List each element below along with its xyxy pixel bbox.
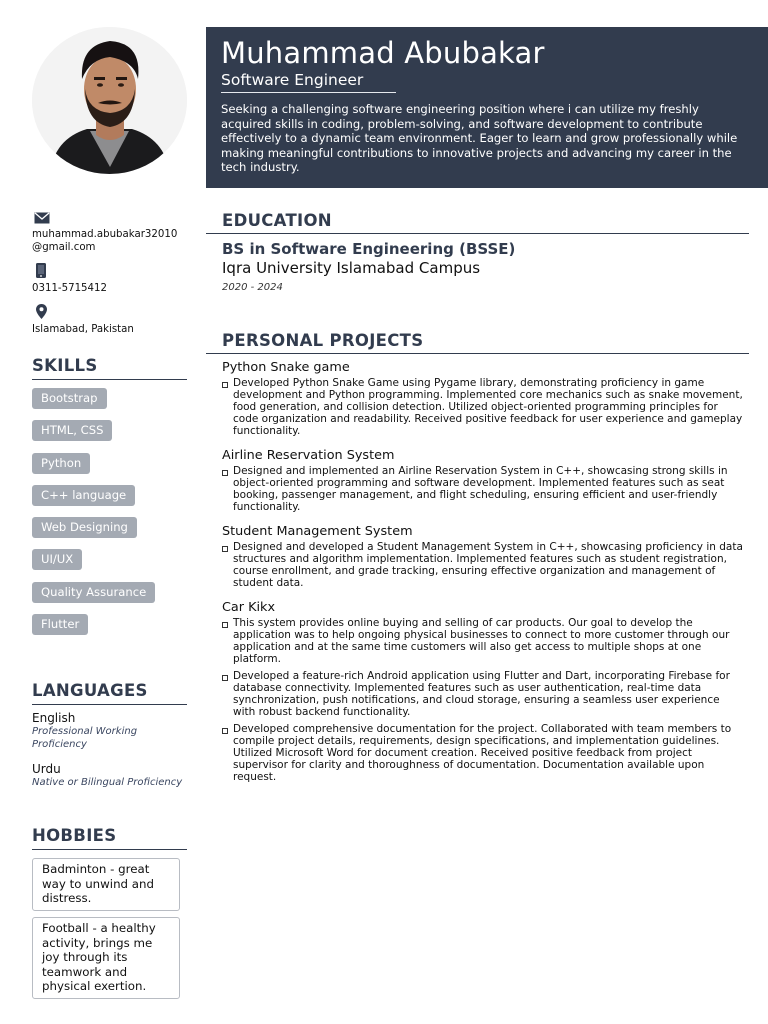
title-divider — [221, 92, 396, 93]
envelope-icon — [34, 209, 50, 228]
project-bullet: This system provides online buying and selling of car products. Our goal to develop the application was to help ongoing physical businesses to connect to more customer through our application and at the same time customers will also get access to multiple shops at one platform. — [222, 618, 743, 666]
education-school: Iqra University Islamabad Campus — [222, 259, 481, 277]
email-text — [32, 228, 177, 254]
project-title: Airline Reservation System — [222, 448, 395, 463]
summary-text: Seeking a challenging software engineering position where i can utilize my freshly acquired skills in coding, problem-solving, and software development to contribute effectively to a dynamic team environment. Eager to learn and grow professionally while making meaningful contributions to innovative projects and advancing my career in the tech industry. — [221, 102, 738, 174]
project-title: Python Snake game — [222, 360, 350, 375]
project-bullet: Designed and implemented an Airline Reservation System in C++, showcasing strong skills in object-oriented programming and software development. Implemented features such as seat booking, passenger management, and flight scheduling, ensuring efficient and user-friendly functionality. — [222, 466, 743, 514]
languages-heading: LANGUAGES — [32, 682, 187, 705]
candidate-name: Muhammad Abubakar — [221, 36, 545, 70]
skill-tag: Flutter — [32, 614, 88, 635]
phone-text: 0311-5715412 — [32, 283, 107, 294]
language-level: Native or Bilingual Proficiency — [32, 777, 183, 788]
skill-tag: C++ language — [32, 485, 135, 506]
language-level — [32, 726, 192, 751]
hobby-card: Badminton - great way to unwind and distress. — [32, 858, 180, 911]
project-bullet: Developed a feature-rich Android application using Flutter and Dart, incorporating Firebase for database connectivity. Implemented features such as user authentication, real-time data synchronization, push notifications, and cloud storage, ensuring a seamless user experience with robust backend functionality. — [222, 671, 743, 719]
projects-heading: PERSONAL PROJECTS — [206, 331, 749, 354]
job-title: Software Engineer — [221, 71, 364, 89]
education-heading: EDUCATION — [206, 211, 749, 234]
skill-tag: UI/UX — [32, 549, 82, 570]
project-bullet: Designed and developed a Student Management System in C++, showcasing proficiency in data structures and algorithm implementation. Implemented features such as student registration, course enrollment, and grade tracking, ensuring effective organization and management of student data. — [222, 542, 743, 590]
email-line-1: muhammad.abubakar32010 — [32, 229, 178, 240]
skill-tag: HTML, CSS — [32, 420, 112, 441]
project-title: Car Kikx — [222, 600, 276, 615]
skill-tag: Web Designing — [32, 517, 137, 538]
map-pin-icon — [36, 304, 47, 323]
education-degree: BS in Software Engineering (BSSE) — [222, 240, 516, 258]
language-name: English — [32, 711, 76, 725]
header-band — [206, 27, 768, 188]
skill-tag: Bootstrap — [32, 388, 107, 409]
phone-icon — [36, 263, 46, 282]
hobby-card: Football - a healthy activity, brings me joy through its teamwork and physical exertion. — [32, 917, 180, 999]
project-bullet: Developed comprehensive documentation for the project. Collaborated with team members to compile project details, requirements, design specifications, and implementation guidelines. Utilized Microsoft Word for document creation. Received positive feedback from project supervisor for clarity and thoroughness of documentation. Documentation available upon request. — [222, 724, 743, 784]
project-bullet: Developed Python Snake Game using Pygame library, demonstrating proficiency in game development and Python programming. Implemented core mechanics such as snake movement, food generation, and collision detection. Utilized object-oriented programming principles for code organization and readability. Received positive feedback for user experience and gameplay functionality. — [222, 378, 743, 438]
profile-photo — [32, 27, 187, 174]
language-level-line-2: Proficiency — [32, 738, 87, 750]
location-text: Islamabad, Pakistan — [32, 324, 134, 335]
skill-tag: Python — [32, 453, 90, 474]
skill-tag: Quality Assurance — [32, 582, 155, 603]
education-dates: 2020 - 2024 — [222, 282, 283, 293]
project-title: Student Management System — [222, 524, 413, 539]
skills-heading: SKILLS — [32, 357, 187, 380]
email-line-2: @gmail.com — [32, 242, 96, 253]
language-level-line-1: Professional Working — [32, 726, 138, 737]
language-name: Urdu — [32, 762, 61, 776]
profile-photo-illustration — [32, 27, 187, 174]
hobbies-heading: HOBBIES — [32, 827, 187, 850]
